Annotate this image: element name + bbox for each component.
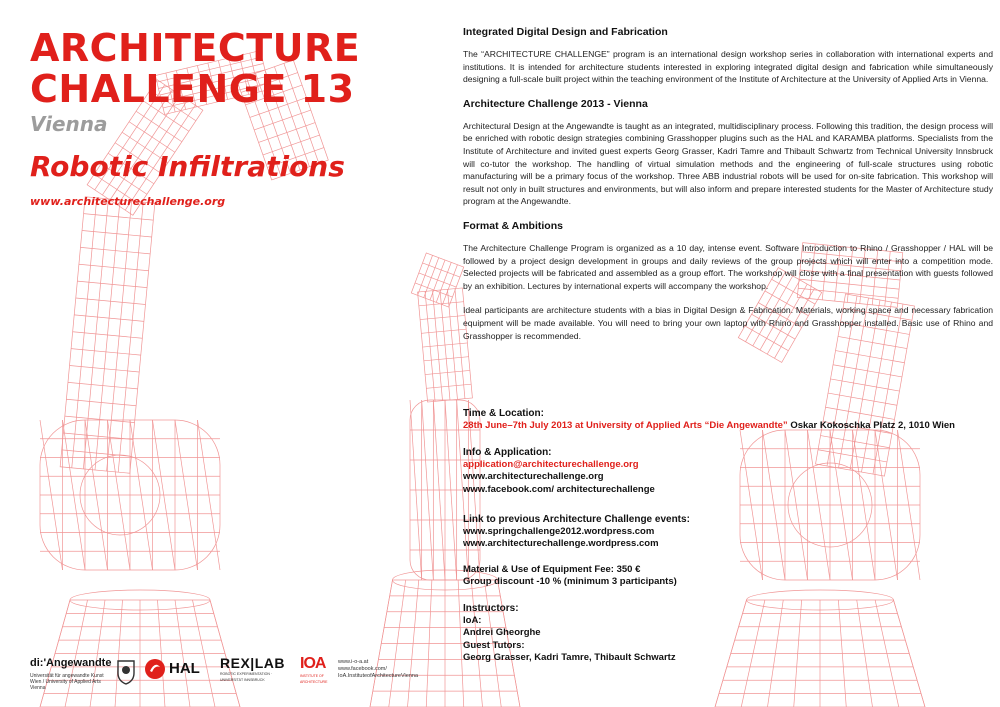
workshop-subtitle: Robotic Infiltrations xyxy=(30,150,345,183)
fee-label: Material & Use of Equipment Fee: 350 € xyxy=(463,564,641,575)
instructors-block xyxy=(463,603,983,664)
previous-event-link-challenge[interactable]: www.architecturechallenge.wordpress.com xyxy=(463,538,659,550)
sponsor-logo-strip xyxy=(30,655,430,691)
title-line-2: CHALLENGE 13 xyxy=(30,67,355,111)
event-dates: 28th June–7th July 2013 at University of Applied Arts “Die Angewandte” xyxy=(463,420,788,432)
guest-tutors-label: Guest Tutors: xyxy=(463,639,525,651)
guest-tutor-names: Georg Grasser, Kadri Tamre, Thibault Schwartz xyxy=(463,651,676,663)
crest-logo-icon xyxy=(116,659,136,690)
section-body-challenge-2013: Architectural Design at the Angewandte is taught as an integrated, multidisciplinary process. Following this tradition, the design process will be enriched with robotic design strategies combining Grasshopper plugins such as the HAL and KARAMBA platforms. Specialists from the Institute of Architecture and invited guest experts Georg Grasser, Kadri Tamre and Thibault Schwartz from Technical University Innsbruck will co-tutor the workshop. The handling of virtual simulation methods and the engineering of full-scale structures using robotic manufacturing will be a primary focus of the workshop. Three ABB industrial robots will be used for on-site fabrication. This workshop will result not only in built structures and environments, but will also inform and prepare interested students for the Master of Architecture study program at the Angewandte. xyxy=(463,120,993,207)
previous-event-link-2012[interactable]: www.springchallenge2012.wordpress.com xyxy=(463,526,655,538)
section-heading-challenge-2013: Architecture Challenge 2013 - Vienna xyxy=(463,97,648,110)
facebook-link-prefix[interactable]: www.facebook.com/ xyxy=(338,666,387,672)
time-location-label: Time & Location: xyxy=(463,408,544,419)
section-body-integrated: The “ARCHITECTURE CHALLENGE” program is an international design workshop series in collaboration with international experts and institutions. It is intended for architecture students interested in exploring integrated digital design and fabrication while simultaneously designing a full-scale built project within the teaching environment of the Institute of Architecture at the University of Applied Arts in Vienna. xyxy=(463,49,993,85)
ioa-website-link[interactable]: www.i-o-a.at xyxy=(338,659,369,665)
contact-links xyxy=(338,659,418,680)
section-heading-integrated: Integrated Digital Design and Fabrication xyxy=(463,26,668,38)
fee-block xyxy=(463,564,983,588)
previous-events-block xyxy=(463,514,983,551)
info-application-label: Info & Application: xyxy=(463,447,552,458)
ioa-logo xyxy=(300,655,334,685)
group-discount: Group discount -10 % (minimum 3 participants) xyxy=(463,576,677,588)
info-application-block xyxy=(463,447,983,496)
application-email-link[interactable]: application@architecturechallenge.org xyxy=(463,459,639,471)
instructors-label: Instructors: xyxy=(463,603,519,614)
ioa-logo-text: IOA xyxy=(300,655,326,672)
section-heading-format: Format & Ambitions xyxy=(463,219,563,232)
facebook-link[interactable]: www.facebook.com/ architecturechallenge xyxy=(463,483,655,495)
facebook-page-name[interactable]: IoA.InstituteofArchitectureVienna xyxy=(338,673,419,679)
angewandte-logo xyxy=(30,657,110,691)
ioa-label: IoA: xyxy=(463,615,482,627)
ioa-logo-subtext: INSTITUTE OF ARCHITECTURE xyxy=(300,674,328,684)
angewandte-logo-text: di:'Angewandte xyxy=(30,657,112,669)
angewandte-logo-subtext: Universität für angewandte Kunst Wien / University of Applied Arts Vienna xyxy=(30,673,104,691)
website-link-secondary[interactable]: www.architecturechallenge.org xyxy=(463,471,604,483)
hal-swirl-icon xyxy=(143,657,167,681)
website-link[interactable]: www.architecturechallenge.org xyxy=(30,195,226,208)
previous-events-label: Link to previous Architecture Challenge events: xyxy=(463,514,690,525)
time-location-block xyxy=(463,408,983,432)
hal-logo-text: HAL xyxy=(169,660,200,677)
city-label: Vienna xyxy=(30,112,108,136)
hal-logo xyxy=(143,657,200,686)
header-block xyxy=(30,28,360,208)
section-body-participants: Ideal participants are architecture students with a bias in Digital Design & Fabrication. Materials, working space and necessary fabrication equipment will be made available. You will need to bring your own laptop with Rhino and Grasshopper installed. Basic use of Rhino and Grasshopper is recommended. xyxy=(463,305,993,341)
section-body-format: The Architecture Challenge Program is organized as a 10 day, intense event. Software Introduction to Rhino / Grasshopper / HAL will be followed by a project design development in groups and daily reviews of the group projects which will enter into a competition mode. Selected projects will be fabricated and assembled as a group effort. The workshop will close with a final presentation with guests followed by an exhibition. Lectures by international experts will accompany the workshop. xyxy=(463,242,993,291)
title-line-1: ARCHITECTURE xyxy=(30,26,361,70)
rexlab-logo xyxy=(220,655,286,683)
description-column xyxy=(463,26,993,354)
ioa-instructor-name: Andrei Gheorghe xyxy=(463,627,541,639)
event-address: Oskar Kokoschka Platz 2, 1010 Wien xyxy=(790,420,955,432)
rexlab-logo-subtext: ROBOTIC EXPERIMENTATION · UNIVERSITÄT INNSBRUCK xyxy=(220,672,272,682)
rexlab-logo-text: REX|LAB xyxy=(220,655,285,671)
